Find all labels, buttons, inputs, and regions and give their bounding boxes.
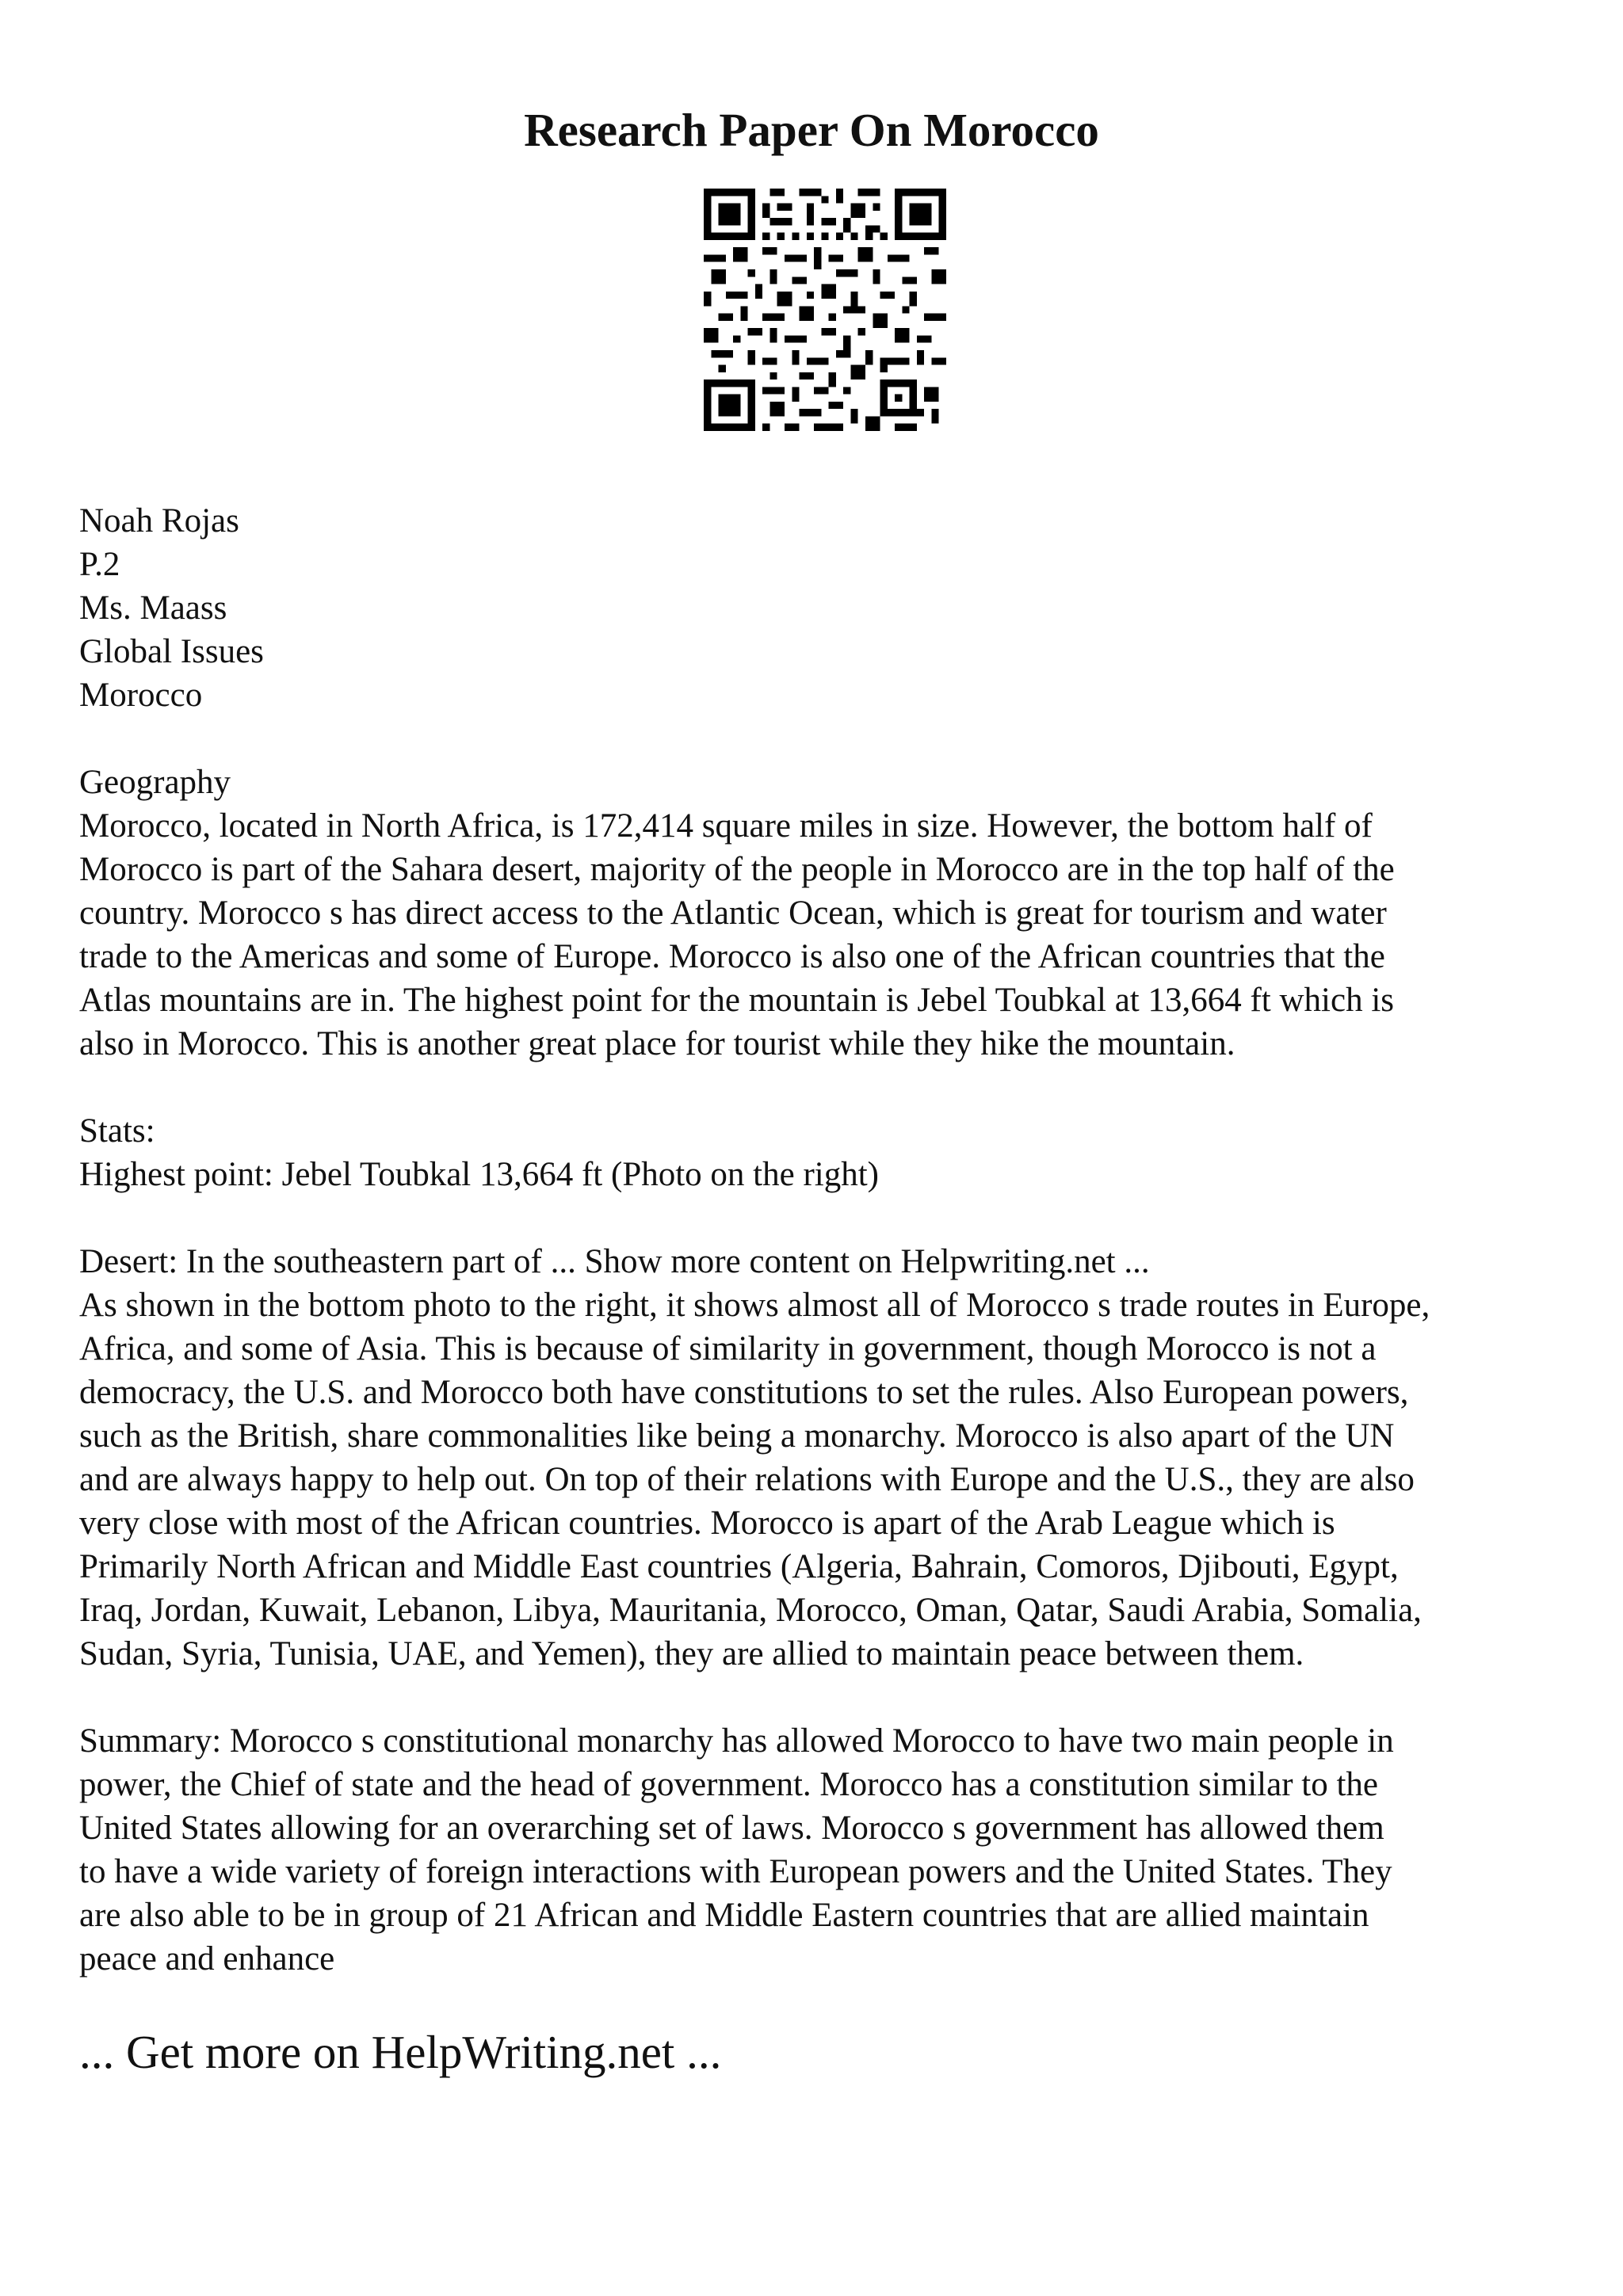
class-period: P.2 (79, 546, 120, 583)
text-line: United States allowing for an overarching set of laws. Morocco s government has allowed them (79, 1810, 1384, 1847)
geography-section (79, 761, 1569, 1066)
topic-name: Morocco (79, 677, 203, 714)
summary-section (79, 1719, 1569, 1981)
text-line: country. Morocco s has direct access to the Atlantic Ocean, which is great for tourism and water (79, 894, 1387, 932)
paper-body (79, 499, 1569, 2024)
text-line: As shown in the bottom photo to the right, it shows almost all of Morocco s trade routes in Europe, (79, 1287, 1430, 1324)
text-line: Primarily North African and Middle East countries (Algeria, Bahrain, Comoros, Djibouti, Egypt, (79, 1548, 1399, 1585)
text-line: Atlas mountains are in. The highest point for the mountain is Jebel Toubkal at 13,664 ft which is (79, 982, 1395, 1019)
text-line: also in Morocco. This is another great place for tourist while they hike the mountain. (79, 1025, 1235, 1062)
page-title: Research Paper On Morocco (524, 104, 1099, 156)
get-more-link[interactable]: ... Get more on HelpWriting.net ... (79, 2026, 722, 2078)
text-line: Iraq, Jordan, Kuwait, Lebanon, Libya, Mauritania, Morocco, Oman, Qatar, Saudi Arabia, Somalia, (79, 1592, 1422, 1629)
text-line: Africa, and some of Asia. This is because of similarity in government, though Morocco is not a (79, 1330, 1377, 1367)
text-line: Morocco, located in North Africa, is 172,414 square miles in size. However, the bottom half of (79, 807, 1373, 845)
text-line: democracy, the U.S. and Morocco both have constitutions to set the rules. Also European powers, (79, 1374, 1409, 1411)
qr-code-icon (704, 189, 946, 431)
text-line: trade to the Americas and some of Europe. Morocco is also one of the African countries that the (79, 938, 1385, 975)
text-line: to have a wide variety of foreign interactions with European powers and the United States. They (79, 1853, 1392, 1890)
text-line: Morocco is part of the Sahara desert, majority of the people in Morocco are in the top half of the (79, 851, 1395, 888)
text-line: such as the British, share commonalities like being a monarchy. Morocco is also apart of the UN (79, 1417, 1395, 1455)
text-line: peace and enhance (79, 1940, 335, 1978)
text-line: and are always happy to help out. On top of their relations with Europe and the U.S., they are also (79, 1461, 1415, 1498)
text-line: very close with most of the African countries. Morocco is apart of the Arab League which is (79, 1505, 1335, 1542)
text-line: Summary: Morocco s constitutional monarchy has allowed Morocco to have two main people in (79, 1722, 1394, 1760)
stats-section (79, 1109, 1569, 1196)
text-line: power, the Chief of state and the head of government. Morocco has a constitution similar to the (79, 1766, 1378, 1803)
text-line: Desert: In the southeastern part of ... Show more content on Helpwriting.net ... (79, 1243, 1150, 1280)
section-heading: Stats: (79, 1112, 155, 1150)
teacher-name: Ms. Maass (79, 589, 227, 627)
text-line: Highest point: Jebel Toubkal 13,664 ft (Photo on the right) (79, 1156, 879, 1193)
author-header (79, 499, 1569, 717)
author-name: Noah Rojas (79, 502, 239, 540)
text-line: Sudan, Syria, Tunisia, UAE, and Yemen), they are allied to maintain peace between them. (79, 1635, 1304, 1672)
course-name: Global Issues (79, 633, 264, 670)
text-line: are also able to be in group of 21 African and Middle Eastern countries that are allied maintain (79, 1897, 1369, 1934)
section-heading: Geography (79, 764, 231, 801)
relations-section (79, 1240, 1569, 1676)
